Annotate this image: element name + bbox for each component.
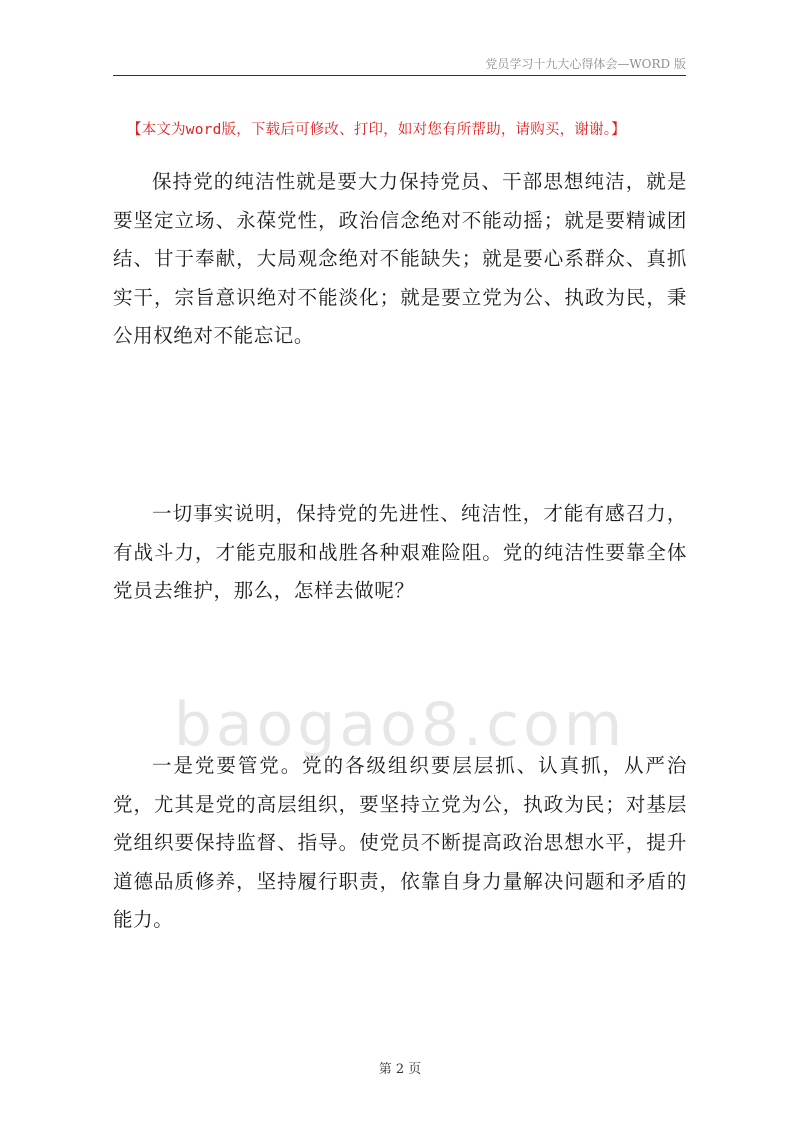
page-number: 第 2 页	[378, 1062, 422, 1077]
body-paragraph-3: 一是党要管党。党的各级组织要层层抓、认真抓，从严治党，尤其是党的高层组织，要坚持立党为公，执政为民；对基层党组织要保持监督、指导。使党员不断提高政治思想水平，提升道德品质修养，坚持履行职责，依靠自身力量解决问题和矛盾的能力。	[113, 754, 687, 931]
download-notice: 【本文为word版，下载后可修改、打印，如对您有所帮助，请购买，谢谢。】	[127, 122, 626, 138]
body-paragraph-1: 保持党的纯洁性就是要大力保持党员、干部思想纯洁，就是要坚定立场、永葆党性，政治信念绝对不能动摇；就是要精诚团结、甘于奉献，大局观念绝对不能缺失；就是要心系群众、真抓实干，宗旨意识绝对不能淡化；就是要立党为公、执政为民，秉公用权绝对不能忘记。	[113, 170, 687, 347]
watermark: baogao8.com	[173, 690, 627, 760]
document-title: 党员学习十九大心得体会—WORD 版	[485, 57, 686, 71]
page-header	[113, 53, 686, 76]
body-paragraph-2: 一切事实说明，保持党的先进性、纯洁性，才能有感召力，有战斗力，才能克服和战胜各种艰难险阻。党的纯洁性要靠全体党员去维护，那么，怎样去做呢？	[113, 502, 687, 602]
